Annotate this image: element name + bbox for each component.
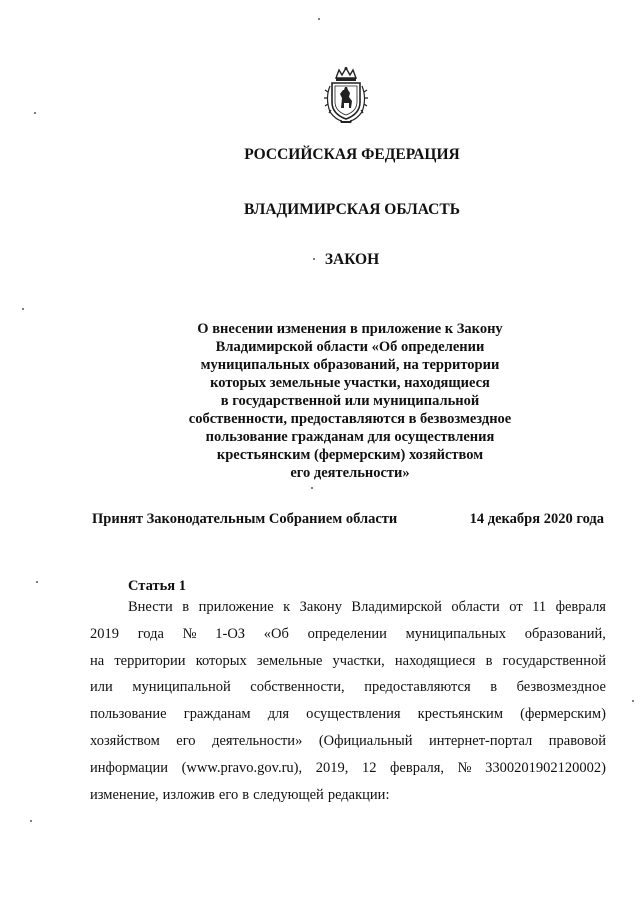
article-word: Закону	[299, 599, 342, 615]
adoption-date: 14 декабря 2020 года	[469, 511, 604, 527]
article-word: №	[182, 625, 197, 642]
law-title-line: которых земельные участки, находящиеся	[210, 375, 490, 391]
article-word: хозяйством	[90, 732, 160, 749]
document-type-heading: ЗАКОН	[324, 251, 380, 268]
scan-speck	[36, 581, 38, 583]
article-word: в	[182, 599, 190, 615]
article-line	[90, 674, 606, 701]
article-word: находящиеся	[394, 652, 476, 669]
coat-of-arms-icon	[322, 66, 370, 124]
article-word: гражданам	[183, 706, 251, 723]
scan-speck	[318, 18, 320, 20]
article-word: 2019,	[315, 759, 349, 776]
law-title	[180, 320, 520, 482]
article-word: (фермерским)	[520, 706, 606, 723]
article-word: муниципальной	[132, 679, 231, 696]
article-word: приложение	[198, 599, 274, 615]
article-word: его	[176, 732, 196, 749]
article-line	[90, 594, 606, 621]
law-title-line: в государственной или муниципальной	[220, 393, 480, 409]
article-word: редакции:	[327, 786, 390, 803]
article-word: к	[283, 599, 291, 615]
article-word: деятельности»	[212, 732, 303, 749]
article-word: (Официальный	[318, 732, 413, 749]
article-line	[90, 728, 606, 755]
article-word: правовой	[548, 732, 606, 749]
article-word: области	[451, 599, 500, 615]
article-word: 12	[361, 759, 377, 776]
article-word: изменение,	[90, 786, 159, 803]
scan-speck	[313, 258, 315, 260]
article-word: в	[242, 786, 250, 803]
law-title-line: муниципальных образований, на территории	[200, 357, 500, 373]
article-word: «Об	[263, 625, 289, 642]
article-word: которых	[195, 652, 247, 669]
article-word: или	[90, 679, 113, 696]
article-word: февраля,	[390, 759, 445, 776]
article-word: участки,	[332, 652, 385, 669]
law-title-line: О внесении изменения в приложение к Закону	[197, 321, 503, 337]
article-line	[90, 755, 606, 782]
article-word: 1-ОЗ	[215, 625, 246, 642]
article-word: территории	[114, 652, 186, 669]
article-word: изложив	[162, 786, 215, 803]
law-title-line: собственности, предоставляются в безвозмездное	[188, 411, 512, 427]
article-body	[90, 594, 606, 808]
article-word: в	[485, 652, 493, 669]
article-word: осуществления	[306, 706, 401, 723]
article-word: от	[509, 599, 523, 615]
article-word: интернет-портал	[428, 732, 533, 749]
article-word: предоставляются	[364, 679, 471, 696]
article-line	[90, 648, 606, 675]
article-word: на	[90, 652, 105, 669]
scan-speck	[22, 308, 24, 310]
article-word: собственности,	[250, 679, 345, 696]
law-title-line: Владимирской области «Об определении	[215, 339, 485, 355]
article-word: пользование	[90, 706, 167, 723]
scan-speck	[30, 820, 32, 822]
article-word: информации	[90, 759, 168, 776]
article-word: безвозмездное	[516, 679, 606, 696]
article-word: 3300201902120002)	[485, 759, 606, 776]
article-word: №	[457, 759, 472, 776]
article-line	[90, 621, 606, 648]
article-word: крестьянским	[417, 706, 503, 723]
region-heading: ВЛАДИМИРСКАЯ ОБЛАСТЬ	[244, 201, 460, 218]
country-heading: РОССИЙСКАЯ ФЕДЕРАЦИЯ	[244, 146, 460, 163]
article-word: Владимирской	[351, 599, 442, 615]
scan-speck	[34, 112, 36, 114]
article-word: 11	[532, 599, 547, 615]
article-word: (www.pravo.gov.ru),	[181, 759, 303, 776]
article-word: в	[490, 679, 498, 696]
article-word: государственной	[502, 652, 606, 669]
article-word: года	[137, 625, 164, 642]
article-word: его	[218, 786, 239, 803]
article-word: Внести	[128, 599, 173, 615]
article-heading: Статья 1	[128, 578, 186, 594]
article-word: следующей	[253, 786, 324, 803]
article-word: 2019	[90, 625, 119, 642]
scan-speck	[311, 487, 313, 489]
adopted-by: Принят Законодательным Собранием области	[92, 511, 398, 527]
article-line	[90, 701, 606, 728]
article-word: муниципальных	[405, 625, 506, 642]
article-word: для	[267, 706, 290, 723]
article-line	[90, 782, 606, 809]
law-title-line: его деятельности»	[290, 465, 410, 481]
law-title-line: пользование гражданам для осуществления	[205, 429, 495, 445]
article-word: образований,	[524, 625, 606, 642]
law-title-line: крестьянским (фермерским) хозяйством	[216, 447, 484, 463]
article-word: земельные	[256, 652, 323, 669]
article-word: февраля	[555, 599, 606, 615]
scan-speck	[632, 700, 634, 702]
article-word: определении	[307, 625, 387, 642]
